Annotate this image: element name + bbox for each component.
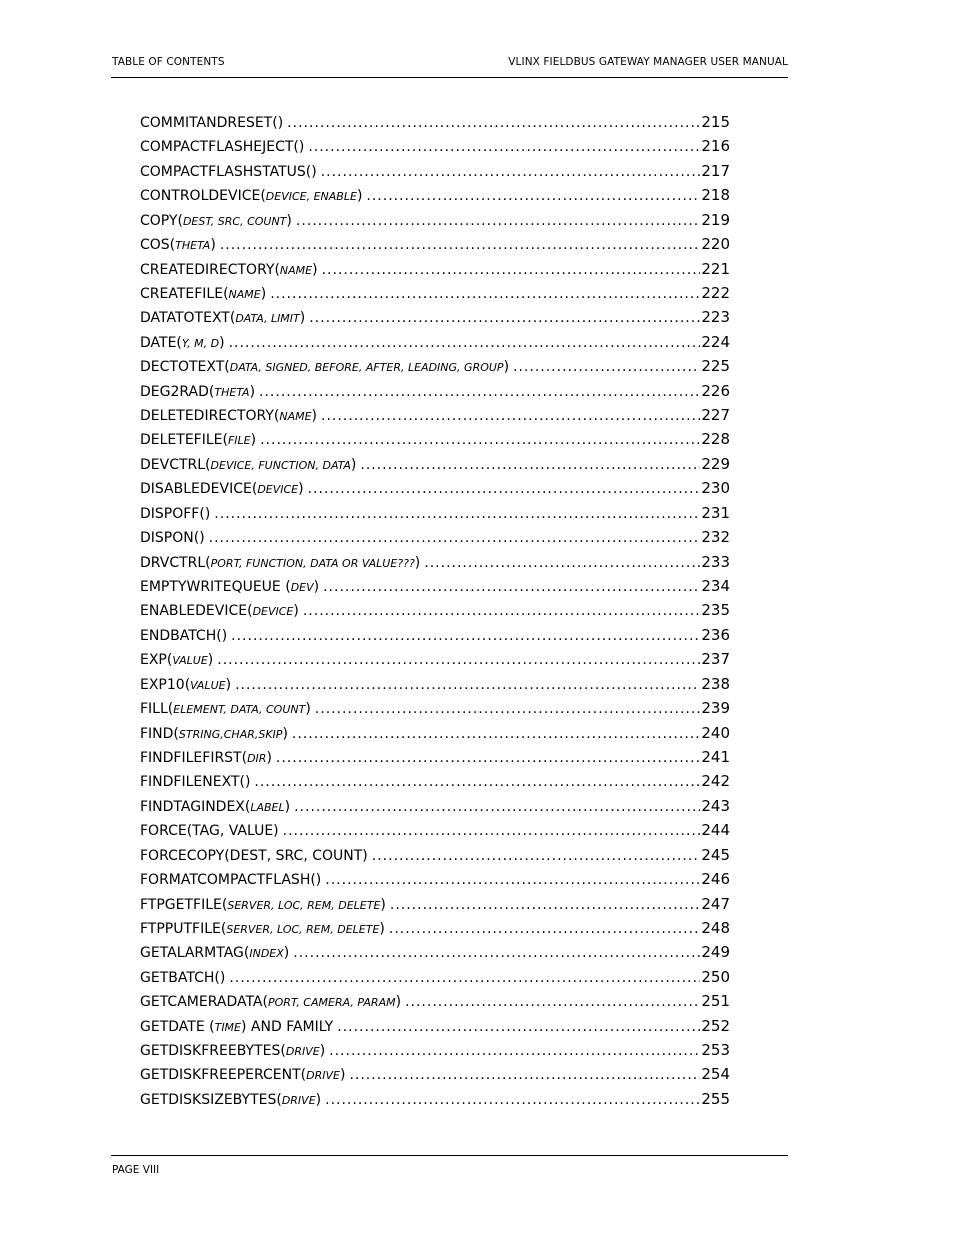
toc-function-args: DIR: [247, 751, 267, 765]
toc-entry[interactable]: [140, 161, 730, 185]
dot-leader: [294, 797, 700, 817]
toc-entry-title: [140, 479, 304, 500]
toc-page-number: 218: [701, 186, 730, 205]
dot-leader: [325, 1090, 700, 1110]
toc-function-name: DATATOTEXT(: [140, 310, 236, 327]
dot-leader: [260, 430, 700, 450]
toc-function-name: DISPOFF(): [140, 505, 211, 522]
toc-function-args: NAME: [279, 410, 312, 424]
toc-page-number: 222: [701, 283, 730, 302]
dot-leader: [390, 895, 700, 915]
toc-function-args: DEV: [290, 581, 314, 595]
dot-leader: [292, 724, 700, 744]
dot-leader: [349, 1065, 700, 1085]
toc-function-args: Y, M, D: [181, 336, 220, 350]
toc-page-number: 225: [701, 357, 730, 376]
toc-entry[interactable]: [140, 478, 730, 502]
toc-function-args: TIME: [214, 1020, 241, 1034]
toc-function-args: ELEMENT, DATA, COUNT: [173, 703, 306, 717]
toc-entry-title: [140, 626, 227, 646]
toc-page-number: 255: [701, 1089, 730, 1108]
toc-entry[interactable]: [140, 625, 730, 649]
toc-entry[interactable]: [140, 381, 730, 405]
toc-function-name: FIND(: [140, 725, 179, 742]
toc-function-name: GETDISKFREEBYTES(: [140, 1043, 286, 1060]
toc-entry-title: [140, 601, 299, 622]
toc-function-close: ): [319, 1043, 326, 1060]
toc-page-number: 240: [701, 723, 730, 742]
toc-function-args: DRIVE: [281, 1093, 316, 1107]
toc-page-number: 226: [701, 381, 730, 400]
toc-entry[interactable]: [140, 820, 730, 844]
toc-entry-title: [140, 968, 225, 988]
toc-function-close: ): [210, 237, 216, 254]
toc-page-number: 221: [701, 259, 730, 278]
header-section-title: TABLE OF CONTENTS: [112, 56, 225, 68]
toc-function-name: DEVCTRL(: [140, 456, 211, 473]
toc-function-close: ): [283, 945, 290, 962]
toc-entry-title: [140, 895, 386, 916]
toc-entry-title: [140, 357, 509, 378]
toc-function-close: ): [503, 359, 510, 376]
toc-function-args: VALUE: [190, 678, 226, 692]
dot-leader: [372, 846, 701, 866]
dot-leader: [259, 382, 700, 402]
dot-leader: [276, 748, 700, 768]
toc-function-name: ENABLEDEVICE(: [140, 603, 253, 620]
toc-function-close: ): [284, 798, 291, 815]
dot-leader: [321, 406, 700, 426]
dot-leader: [389, 919, 700, 939]
toc-entry-title: [140, 870, 321, 890]
toc-entry-title: [140, 211, 292, 232]
toc-function-name: DRVCTRL(: [140, 554, 211, 571]
dot-leader: [309, 308, 700, 328]
dot-leader: [329, 1041, 700, 1061]
toc-page-number: 215: [701, 113, 730, 131]
toc-entry-title: [140, 235, 216, 256]
toc-function-name: DELETEDIRECTORY(: [140, 408, 280, 425]
toc-entry-title: [140, 284, 266, 305]
toc-entry[interactable]: [140, 332, 730, 356]
toc-function-args: PORT, CAMERA, PARAM: [267, 996, 396, 1010]
toc-entry-title: [140, 186, 362, 207]
toc-entry-title: [140, 553, 420, 574]
toc-function-name: COMPACTFLASHSTATUS(): [140, 163, 317, 180]
toc-entry-title: [140, 430, 256, 451]
toc-page-number: 249: [701, 943, 730, 962]
toc-function-name: FILL(: [140, 701, 174, 718]
toc-entry[interactable]: [140, 259, 730, 283]
toc-page-number: 230: [701, 479, 730, 498]
toc-page-number: 235: [701, 601, 730, 620]
toc-function-close: ): [260, 285, 267, 302]
toc-entry-title: [140, 137, 304, 157]
toc-entry-title: [140, 113, 283, 133]
toc-page-number: 245: [701, 845, 730, 864]
dot-leader: [217, 650, 700, 670]
toc-page-number: 248: [701, 918, 730, 937]
toc-page-number: 232: [701, 528, 730, 547]
toc-function-name: COPY(: [140, 212, 183, 229]
toc-function-name: FINDFILEFIRST(: [140, 749, 248, 766]
toc-function-close: ): [311, 408, 318, 425]
dot-leader: [303, 601, 701, 621]
toc-function-name: DISABLEDEVICE(: [140, 481, 258, 498]
toc-entry-title: [140, 406, 317, 427]
dot-leader: [220, 235, 701, 255]
toc-entry[interactable]: [140, 918, 730, 942]
page-number-label: PAGE VIII: [112, 1164, 160, 1176]
toc-entry[interactable]: [140, 503, 730, 527]
dot-leader: [323, 577, 700, 597]
dot-leader: [229, 333, 701, 353]
dot-leader: [270, 284, 700, 304]
toc-function-close: ): [313, 579, 320, 596]
toc-page-number: 246: [701, 870, 730, 889]
toc-function-args: VALUE: [172, 654, 208, 668]
toc-entry-title: [140, 455, 356, 476]
toc-function-args: NAME: [228, 287, 261, 301]
toc-entry[interactable]: [140, 429, 730, 453]
toc-entry[interactable]: [140, 894, 730, 918]
toc-function-args: FILE: [227, 434, 251, 448]
dot-leader: [405, 992, 700, 1012]
toc-entry[interactable]: [140, 723, 730, 747]
toc-page-number: 233: [701, 552, 730, 571]
toc-entry[interactable]: [140, 185, 730, 209]
toc-entry[interactable]: [140, 698, 730, 722]
toc-function-close: ): [395, 994, 402, 1011]
toc-entry-title: [140, 577, 319, 598]
toc-function-close: ): [282, 725, 288, 742]
toc-function-name: GETBATCH(): [140, 969, 226, 986]
dot-leader: [308, 137, 700, 157]
toc-page-number: 237: [701, 650, 730, 669]
toc-function-name: ENDBATCH(): [140, 627, 228, 644]
toc-function-name: EXP(: [140, 652, 173, 669]
page-header: [112, 56, 788, 72]
toc-function-args: PORT, FUNCTION, DATA OR VALUE???: [210, 556, 415, 570]
dot-leader: [229, 968, 700, 988]
dot-leader: [287, 113, 700, 133]
toc-page-number: 236: [701, 625, 730, 644]
toc-function-args: DEVICE, FUNCTION, DATA: [210, 458, 351, 472]
toc-entry[interactable]: [140, 649, 730, 673]
dot-leader: [214, 504, 700, 524]
toc-function-name: CREATEDIRECTORY(: [140, 261, 280, 278]
toc-function-args: SERVER, LOC, REM, DELETE: [226, 922, 380, 936]
toc-entry[interactable]: [140, 796, 730, 820]
toc-function-name: COMMITANDRESET(): [140, 115, 284, 131]
dot-leader: [513, 357, 700, 377]
toc-page-number: 228: [701, 430, 730, 449]
toc-entry-title: [140, 1017, 333, 1038]
toc-entry-title: [140, 992, 401, 1013]
toc-entry[interactable]: [140, 991, 730, 1015]
dot-leader: [293, 943, 700, 963]
toc-entry-title: [140, 821, 279, 841]
toc-entry-title: [140, 675, 231, 696]
toc-function-name: EMPTYWRITEQUEUE (: [140, 579, 291, 596]
toc-entry[interactable]: [140, 454, 730, 478]
toc-function-close: ): [380, 896, 386, 913]
toc-page-number: 250: [701, 967, 730, 986]
dot-leader: [283, 821, 701, 841]
toc-page-number: 224: [701, 332, 730, 351]
toc-entry[interactable]: [140, 600, 730, 624]
toc-function-name: CREATEFILE(: [140, 285, 229, 302]
toc-function-name: DISPON(): [140, 530, 205, 547]
toc-function-args: NAME: [279, 263, 313, 277]
toc-function-args: INDEX: [249, 947, 284, 961]
toc-function-name: DECTOTEXT(: [140, 359, 230, 376]
toc-entry[interactable]: [140, 307, 730, 331]
toc-function-close: ): [299, 310, 306, 327]
toc-function-close: ): [315, 1091, 322, 1108]
toc-entry-title: [140, 797, 290, 818]
toc-function-name: DATE(: [140, 334, 182, 351]
toc-function-close: ): [312, 261, 318, 278]
toc-function-name: DEG2RAD(: [140, 383, 215, 400]
header-divider: [111, 77, 788, 78]
dot-leader: [235, 675, 700, 695]
toc-function-name: FORCE(TAG, VALUE): [140, 823, 279, 840]
toc-function-name: GETCAMERADATA(: [140, 994, 268, 1011]
toc-function-args: DATA, LIMIT: [235, 312, 300, 326]
toc-entry-title: [140, 528, 205, 548]
toc-page-number: 220: [701, 235, 730, 254]
toc-function-args: DRIVE: [306, 1069, 340, 1083]
toc-page-number: 252: [701, 1016, 730, 1035]
dot-leader: [424, 553, 700, 573]
toc-entry[interactable]: [140, 576, 730, 600]
dot-leader: [325, 870, 700, 890]
toc-function-close: ): [286, 212, 292, 229]
toc-entry-title: [140, 919, 385, 940]
toc-entry-title: [140, 772, 250, 792]
toc-entry[interactable]: [140, 234, 730, 258]
dot-leader: [321, 162, 701, 182]
toc-entry[interactable]: [140, 527, 730, 551]
dot-leader: [315, 699, 701, 719]
toc-function-name: GETDATE (: [140, 1018, 215, 1035]
toc-entry[interactable]: [140, 869, 730, 893]
dot-leader: [308, 479, 701, 499]
toc-entry[interactable]: [140, 1089, 730, 1113]
toc-function-close: ): [207, 652, 214, 669]
toc-function-close: ): [305, 701, 311, 718]
toc-function-args: DRIVE: [285, 1045, 320, 1059]
toc-function-close: ): [219, 334, 225, 351]
toc-page-number: 241: [701, 747, 730, 766]
dot-leader: [322, 260, 701, 280]
toc-function-args: THETA: [214, 385, 250, 399]
toc-entry[interactable]: [140, 845, 730, 869]
toc-entry-title: [140, 724, 288, 745]
toc-function-name: COS(: [140, 237, 176, 254]
toc-function-name: FINDTAGINDEX(: [140, 798, 251, 815]
toc-function-close: ): [414, 554, 421, 571]
toc-entry-title: [140, 846, 368, 866]
table-of-contents-list: [140, 112, 730, 1113]
toc-entry[interactable]: [140, 1040, 730, 1064]
toc-page-number: 239: [701, 699, 730, 718]
toc-entry[interactable]: [140, 747, 730, 771]
toc-page-number: 223: [701, 308, 730, 327]
toc-page-number: 251: [701, 992, 730, 1011]
toc-function-args: SERVER, LOC, REM, DELETE: [227, 898, 381, 912]
toc-function-name: FINDFILENEXT(): [140, 774, 251, 791]
toc-page-number: 253: [701, 1041, 730, 1060]
toc-function-close: ): [225, 676, 232, 693]
toc-page-number: 254: [701, 1065, 730, 1084]
toc-function-close: ): [250, 432, 257, 449]
toc-entry-title: [140, 504, 210, 524]
toc-function-name: FTPPUTFILE(: [140, 920, 227, 937]
header-manual-title: VLINX FIELDBUS GATEWAY MANAGER USER MANUAL: [508, 56, 788, 68]
toc-page-number: 216: [701, 137, 730, 156]
toc-entry[interactable]: [140, 356, 730, 380]
toc-entry-title: [140, 1065, 345, 1086]
toc-page-number: 227: [701, 406, 730, 425]
toc-entry[interactable]: [140, 283, 730, 307]
toc-entry[interactable]: [140, 942, 730, 966]
toc-function-close: ): [266, 749, 272, 766]
toc-function-name: GETDISKSIZEBYTES(: [140, 1091, 282, 1108]
toc-function-name: DELETEFILE(: [140, 432, 228, 449]
toc-entry[interactable]: [140, 112, 730, 136]
toc-function-close: ): [298, 481, 304, 498]
toc-entry[interactable]: [140, 552, 730, 576]
toc-function-close: ): [356, 188, 363, 205]
toc-function-close: ) AND FAMILY: [241, 1018, 334, 1035]
toc-entry-title: [140, 650, 213, 671]
footer-divider: [111, 1155, 788, 1156]
toc-entry-title: [140, 162, 317, 182]
toc-entry-title: [140, 308, 305, 329]
toc-function-close: ): [350, 456, 357, 473]
toc-entry-title: [140, 333, 225, 354]
toc-function-name: GETALARMTAG(: [140, 945, 250, 962]
toc-function-args: DEVICE, ENABLE: [265, 190, 357, 204]
toc-entry[interactable]: [140, 1064, 730, 1088]
toc-function-name: FORMATCOMPACTFLASH(): [140, 872, 322, 889]
toc-function-close: ): [249, 383, 256, 400]
dot-leader: [366, 186, 700, 206]
toc-page-number: 217: [701, 161, 730, 180]
toc-entry[interactable]: [140, 136, 730, 160]
toc-entry-title: [140, 382, 255, 403]
toc-page-number: 244: [701, 821, 730, 840]
toc-function-args: LABEL: [250, 800, 285, 814]
dot-leader: [254, 772, 700, 792]
toc-function-name: COMPACTFLASHEJECT(): [140, 139, 305, 156]
toc-entry-title: [140, 260, 318, 281]
toc-page-number: 219: [701, 210, 730, 229]
toc-page-number: 243: [701, 796, 730, 815]
toc-function-args: DEVICE: [257, 483, 299, 497]
toc-entry[interactable]: [140, 405, 730, 429]
toc-entry-title: [140, 1041, 325, 1062]
toc-function-name: CONTROLDEVICE(: [140, 188, 266, 205]
toc-function-args: DEVICE: [252, 605, 294, 619]
toc-entry-title: [140, 699, 311, 720]
dot-leader: [296, 211, 700, 231]
toc-entry-title: [140, 748, 272, 769]
dot-leader: [209, 528, 701, 548]
toc-function-close: ): [293, 603, 299, 620]
toc-entry[interactable]: [140, 1016, 730, 1040]
toc-function-name: FORCECOPY(DEST, SRC, COUNT): [140, 847, 368, 864]
toc-function-args: DEST, SRC, COUNT: [182, 214, 287, 228]
toc-function-close: ): [379, 920, 385, 937]
toc-entry[interactable]: [140, 674, 730, 698]
toc-entry-title: [140, 943, 289, 964]
toc-function-name: GETDISKFREEPERCENT(: [140, 1067, 307, 1084]
dot-leader: [360, 455, 700, 475]
toc-function-args: DATA, SIGNED, BEFORE, AFTER, LEADING, GROUP: [229, 361, 504, 375]
toc-page-number: 231: [701, 503, 730, 522]
toc-function-args: STRING,CHAR,SKIP: [178, 727, 283, 741]
toc-function-name: EXP10(: [140, 676, 191, 693]
toc-page-number: 238: [701, 674, 730, 693]
toc-entry[interactable]: [140, 771, 730, 795]
dot-leader: [337, 1017, 700, 1037]
toc-function-args: THETA: [175, 239, 211, 253]
toc-function-close: ): [339, 1067, 346, 1084]
toc-function-name: FTPGETFILE(: [140, 896, 228, 913]
toc-page-number: 242: [701, 772, 730, 791]
toc-entry[interactable]: [140, 967, 730, 991]
toc-entry-title: [140, 1090, 321, 1111]
dot-leader: [231, 626, 700, 646]
toc-page-number: 234: [701, 577, 730, 596]
toc-entry[interactable]: [140, 210, 730, 234]
toc-page-number: 229: [701, 454, 730, 473]
toc-page-number: 247: [701, 894, 730, 913]
